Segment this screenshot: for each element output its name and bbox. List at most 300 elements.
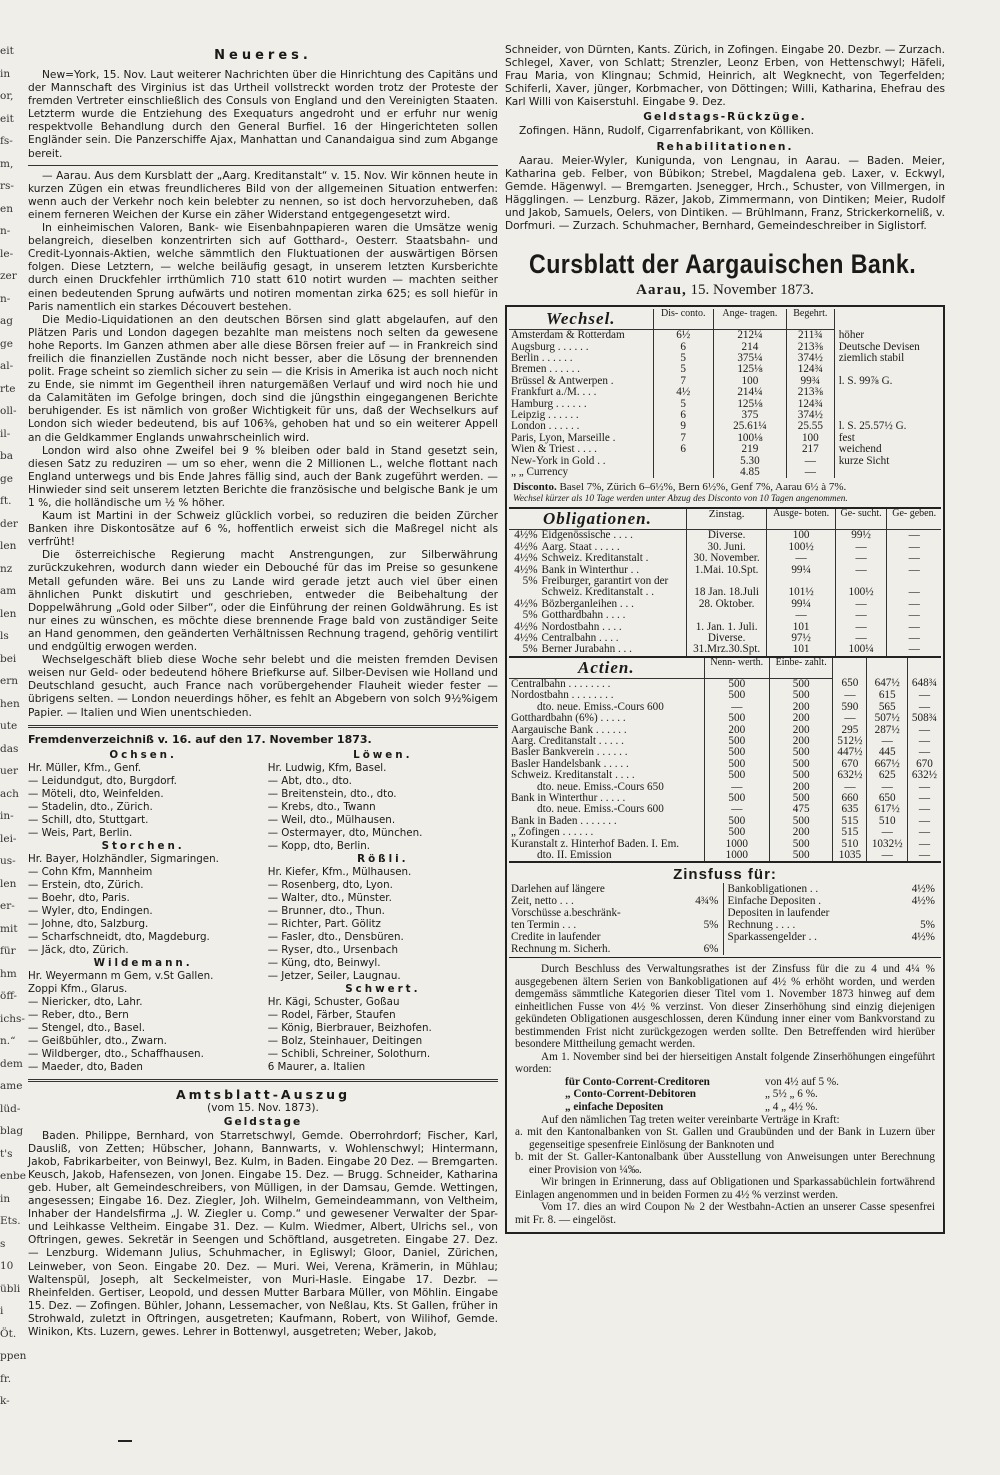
report-paragraph: London wird also ohne Zweifel bei 9 % bleiben oder bald in Stand gesetzt sein, diesen Satz zu reduziren — um so eher, wenn die 2 Millionen L., welche flottant nach England unterwegs und bis Ende Jahres fällig sind, auch der Bank zugeführt werden. — Hinwieder sind seit unserem letzten Berichte die französische und belgische Bank je um 1 %, die holländische um ½ % höher. <box>28 444 498 509</box>
wechsel-value: 6½ <box>653 330 713 342</box>
guest-list-column <box>28 749 258 1074</box>
wechsel-value: — <box>786 467 834 478</box>
wechsel-remark: Deutsche Devisen <box>834 342 941 353</box>
col-header: Dis- conto. <box>653 309 713 330</box>
agreement-list <box>515 1126 935 1176</box>
zinsfuss-row <box>728 919 940 931</box>
edge-fragment: ute <box>0 720 18 732</box>
rate-value: „ 4 „ 4½ %. <box>765 1101 818 1114</box>
edge-fragment: us- <box>0 855 16 867</box>
hotel-name: Wildemann. <box>93 956 193 969</box>
obligation-name: Schweiz. Kreditanstalt . . <box>541 586 655 599</box>
edge-fragment: übli <box>0 1282 21 1295</box>
wechsel-place: Paris, Lyon, Marseille . <box>511 431 616 444</box>
actie-value: 590 <box>833 702 867 713</box>
actie-value: 660 <box>833 793 867 804</box>
guest-entry: — Fasler, dto., Densbüren. <box>267 930 404 943</box>
edge-fragment: n- <box>0 292 11 305</box>
guest-entry: — Leidundgut, dto, Burgdorf. <box>28 774 177 787</box>
zinsfuss-left <box>511 883 723 955</box>
guest-entry: — Breitenstein, dto., dto. <box>267 787 397 800</box>
cursblatt-place: Aarau, <box>636 282 687 299</box>
zinsfuss-rate: 5% <box>920 919 935 932</box>
actie-value: 500 <box>769 678 832 690</box>
actie-value: 617½ <box>867 804 907 815</box>
actie-name: „ Zofingen . . . . . . <box>511 826 594 839</box>
actie-value: 670 <box>907 759 941 770</box>
fremdenverzeichnis <box>28 749 498 1074</box>
right-column <box>505 44 945 1234</box>
wechsel-place: New-York in Gold . . <box>511 454 606 467</box>
actie-value: — <box>907 804 941 815</box>
actie-value: — <box>704 804 769 815</box>
edge-fragment: ame <box>0 1080 23 1092</box>
obligation-value: 100½ <box>767 542 835 553</box>
edge-fragment: dem <box>0 1057 23 1070</box>
edge-fragment: ern <box>0 675 18 687</box>
edge-fragment: ls <box>0 630 9 642</box>
edge-fragment: das <box>0 742 19 755</box>
actie-name: Bank in Baden . . . . . . . <box>511 814 617 827</box>
zinsfuss-label: Rechnung . . . . <box>727 919 796 932</box>
obligation-value: — <box>767 610 835 621</box>
edge-fragment: blag <box>0 1125 24 1137</box>
actie-value: 500 <box>704 713 769 724</box>
actie-value: 647½ <box>867 678 907 690</box>
hotel-name: Ochsen. <box>109 748 177 761</box>
obligation-rate: 4½% <box>514 529 538 542</box>
obligation-name: Aarg. Staat . . . . . <box>541 540 620 553</box>
zinsfuss-rate: 6% <box>703 943 719 956</box>
col-header-empty <box>907 657 941 679</box>
actie-value: 670 <box>833 759 867 770</box>
col-header-empty <box>867 657 907 679</box>
actie-value: 500 <box>704 736 769 747</box>
actie-value: — <box>907 736 941 747</box>
edge-fragment: hen <box>0 697 20 710</box>
obligation-value: 97½ <box>767 633 835 644</box>
wechsel-value: 5 <box>653 364 713 375</box>
actie-value: 615 <box>867 690 907 701</box>
obligation-rate: 5% <box>522 643 538 656</box>
zinsfuss-label: Einfache Depositen . <box>727 895 822 908</box>
wechsel-value <box>653 456 713 467</box>
edge-fragment: in <box>0 67 11 80</box>
obligation-name: Nordostbahn . . . . <box>541 620 622 633</box>
actie-value: 510 <box>867 816 907 827</box>
guest-entry: — Kopp, dto, Berlin. <box>267 839 371 852</box>
guest-entry: — Stengel, dto., Basel. <box>28 1021 146 1034</box>
col-header: Einbe- zahlt. <box>769 657 832 679</box>
actie-name: Kuranstalt z. Hinterhof Baden. I. Em. <box>511 837 680 850</box>
actie-value: — <box>907 850 941 861</box>
actie-value: 287½ <box>867 725 907 736</box>
wechsel-value: 100 <box>713 376 786 387</box>
wechsel-value: 124¾ <box>786 364 834 375</box>
disconto-label: Disconto. <box>513 481 557 494</box>
guest-entry: — Wildberger, dto., Schaffhausen. <box>28 1047 204 1060</box>
zinsfuss-rate: 4½% <box>911 895 935 908</box>
obligation-value: 100 <box>767 530 835 542</box>
edge-fragment: uer <box>0 765 18 777</box>
actie-value: — <box>907 747 941 758</box>
actie-value: 200 <box>769 725 832 736</box>
wechsel-value: 374½ <box>786 410 834 421</box>
actie-name: Gotthardbahn (6%) . . . . . <box>511 712 626 725</box>
obligation-rate: 4½% <box>514 632 538 645</box>
zinsfuss-grid <box>511 883 939 955</box>
wechsel-place: Augsburg . . . . . . <box>511 340 589 353</box>
rate-line <box>565 1076 935 1089</box>
actie-value: — <box>704 702 769 713</box>
actie-row <box>509 827 941 838</box>
agreement-item: a. mit den Kantonalbanken von St. Gallen und Graubünden und der Bank in Luzern über gegenseitige spesenfreie Einlösung der Banknoten und <box>515 1126 935 1151</box>
obligation-value: 99¼ <box>767 599 835 610</box>
obligation-value: — <box>887 565 941 576</box>
guest-entry: — Jetzer, Seiler, Laugnau. <box>267 969 401 982</box>
actie-name: Aargauische Bank . . . . . . <box>511 723 627 736</box>
wechsel-table <box>509 309 941 478</box>
actie-name: Nordostbahn . . . . . . . . <box>511 689 614 702</box>
edge-fragment: bei <box>0 652 17 665</box>
obligation-value: 1.Mai. 10.Spt. <box>686 565 767 576</box>
edge-fragment: ag <box>0 315 13 327</box>
actie-row <box>509 713 941 724</box>
actie-value: 500 <box>704 827 769 838</box>
guest-entry: — Johne, dto, Salzburg. <box>28 917 149 930</box>
edge-fragment: enbe <box>0 1170 26 1182</box>
report-paragraph: Wechselgeschäft blieb diese Woche sehr belebt und die meisten fremden Devisen weisen nur Geld- oder bedeutend höhere Briefkurse auf. Silber-Devisen wie Holland und Deutschland gesucht, auch France nach vorübergehender Flauheit wieder fester — übrigens selten. — London neuerdings höher, es fehlt an Abgebern von solch 9½%igem Papier. — Italien und Wien unentschieden. <box>28 654 498 719</box>
hotel-name: Löwen. <box>353 748 413 761</box>
actie-value: 515 <box>833 816 867 827</box>
guest-entry: Hr. Müller, Kfm., Genf. <box>28 761 142 774</box>
wechsel-place: Wien & Triest . . . . <box>511 443 597 456</box>
divider <box>28 725 498 728</box>
obligation-value: — <box>887 622 941 633</box>
zinsfuss-section <box>509 861 941 957</box>
edge-fragment: i Öt. <box>0 1305 17 1340</box>
report-paragraph: In einheimischen Valoren, Bank- wie Eisenbahnpapieren waren die Umsätze wenig belangreich, dieselben konzentrirten sich auf Gotthard-, Oesterr. Staatsbahn- und Credit-Lyonnais-Aktien, welche sämmtlich den Fluktuationen der auswärtigen Börsen folgen. Diese Letztern, — welche beiläufig gesagt, in unserem letzten Kursberichte durch einen Druckfehler irrthümlich 710 statt 610 notirt wurden — machten seither einen bedeutenden Sprung aufwärts und notiren momentan zirka 625; es soll hiefür in Paris namentlich ein starkes Découvert bestehen. <box>28 222 498 313</box>
obligation-value: 31.Mrz.30.Spt. <box>686 644 767 655</box>
edge-fragment: len <box>0 607 17 620</box>
actie-value: — <box>907 816 941 827</box>
wechsel-value: 5.30 <box>713 456 786 467</box>
amtsblatt-title: Amtsblatt-Auszug <box>175 1086 351 1102</box>
guest-entry: — Weil, dto., Mülhausen. <box>267 813 396 826</box>
zinsfuss-row <box>511 943 723 955</box>
actie-name: dto. neue. Emiss.-Cours 650 <box>537 780 664 793</box>
wechsel-value: 374½ <box>786 353 834 364</box>
actie-row <box>509 690 941 701</box>
zinsfuss-label: Credite in laufender <box>511 931 601 944</box>
actie-row <box>509 850 941 861</box>
actie-value: 295 <box>833 725 867 736</box>
wechsel-value: 99¾ <box>786 376 834 387</box>
edge-fragment: lei- <box>0 832 17 845</box>
actie-value: — <box>833 690 867 701</box>
actie-value: — <box>907 839 941 850</box>
divider <box>28 165 498 166</box>
wechsel-value: 100⅛ <box>713 433 786 444</box>
edge-fragment: öff- <box>0 990 17 1002</box>
guest-entry: — Geißbühler, dto., Zwarn. <box>28 1034 167 1047</box>
edge-fragment: ach <box>0 787 19 800</box>
actie-value: 508¾ <box>907 713 941 724</box>
wechsel-row <box>509 330 941 342</box>
wechsel-value: 125⅛ <box>713 399 786 410</box>
actie-value: 475 <box>769 804 832 815</box>
actie-value: 512½ <box>833 736 867 747</box>
guest-entry: — Abt, dto., dto. <box>267 774 352 787</box>
edge-fragment: n- <box>0 225 11 237</box>
hotel-name: Schwert. <box>345 982 421 995</box>
obligation-name: Freiburger, garantirt von der <box>541 575 669 588</box>
guest-entry: — Krebs, dto., Twann <box>267 800 376 813</box>
edge-fragment: für <box>0 945 16 957</box>
obligation-name: Gotthardbahn . . . . <box>541 609 626 622</box>
col-header: Begehrt. <box>786 309 834 330</box>
guest-entry: — Cohn Kfm, Mannheim <box>28 865 153 878</box>
actie-value: 200 <box>769 702 832 713</box>
wechsel-value: 6 <box>653 410 713 421</box>
wechsel-value: 7 <box>653 376 713 387</box>
edge-fragment: ppen <box>0 1350 27 1362</box>
zinsfuss-row <box>728 931 940 943</box>
actie-value: 500 <box>704 759 769 770</box>
actie-name: dto. II. Emission <box>537 848 612 861</box>
wechsel-remark: l. S. 25.57½ G. <box>834 421 941 432</box>
actie-value: 500 <box>769 816 832 827</box>
zinsfuss-label: Depositen in laufender <box>727 907 830 920</box>
edge-fragment: or, <box>0 90 14 102</box>
wechsel-remark: kurze Sicht <box>834 456 941 467</box>
wechsel-remark: fest <box>834 433 941 444</box>
guest-entry: — Bolz, Steinhauer, Deitingen <box>267 1034 423 1047</box>
wechsel-value: 7 <box>653 433 713 444</box>
obligation-value: — <box>835 565 887 576</box>
guest-entry: — Rodel, Färber, Staufen <box>267 1008 396 1021</box>
wechsel-value: 219 <box>713 444 786 455</box>
actie-name: Bank in Winterthur . . . . . <box>511 791 626 804</box>
zinsfuss-row <box>511 931 723 943</box>
wechsel-value: 213⅜ <box>786 387 834 398</box>
rehabilitationen-text: Aarau. Meier-Wyler, Kunigunda, von Lengnau, in Aarau. — Baden. Meier, Katharina geb. Felber, von Bübikon; Strebel, Magdalena geb. Laxer, v. Eckwyl, Gemde. Hägenwyl. — Bremgarten. Jsenegger, Hrch., Schuster, von Villmergen, in Hägglingen. — Lenzburg. Räzer, Jakob, Zimmermann, von Dintiken; Meier, Rudolf und Jakob, Samuels, Oelers, von Dintiken. — Brühlmann, Franz, Strickerkorneliß, v. Dorfmuri. — Zurzach. Schuhmacher, Bernhard, Gemeindeschreiber in Siglistorf. <box>505 154 945 233</box>
edge-fragment: oll- <box>0 405 17 417</box>
guest-entry: — Ostermayer, dto, München. <box>267 826 423 839</box>
edge-fragment: mit <box>0 922 18 935</box>
col-header: Zinstag. <box>686 508 767 530</box>
notice-paragraph: Durch Beschluss des Verwaltungsrathes ist der Zinsfuss für die zu 4 und 4¼ % ausgegebenen ältern Serien von Bankobligationen auf 4½ % erhöht worden, und werden demgemäss sämmtliche Kategorien dieser Titel vom 1. November 1873 hinweg auf dem einheitlichen Fusse von 4½ % verzinst. Von dieser Zinserhöhung sind einzig diejenigen gekündeten Obligationen ausgeschlossen, deren Kündung inner einer vom Bankvorstand zu bestimmenden Frist nicht zurückgezogen werden sollte. Den Betreffenden wird hierüber besondere Mittheilung gemacht werden. <box>515 963 935 1051</box>
actie-value: 648¾ <box>907 678 941 690</box>
rate-label: für Conto-Corrent-Creditoren <box>565 1075 710 1088</box>
actie-value: 565 <box>867 702 907 713</box>
actie-value: 500 <box>704 770 769 781</box>
edge-fragment: ge <box>0 337 13 350</box>
obligation-value: — <box>887 644 941 655</box>
guest-list-column <box>268 749 498 1074</box>
edge-fragment: hm <box>0 967 17 980</box>
zinsfuss-label: Darlehen auf längere <box>511 883 605 896</box>
aarau-market-report <box>28 170 498 720</box>
obligation-value: 99½ <box>835 530 887 542</box>
wechsel-value: 375¼ <box>713 353 786 364</box>
obligation-value: 18 Jan. 18.Juli <box>686 587 767 598</box>
zinsfuss-rate <box>681 883 723 895</box>
wechsel-remark <box>834 467 941 478</box>
actie-value: — <box>704 782 769 793</box>
guest-entry: — Stadelin, dto., Zürich. <box>28 800 153 813</box>
edge-fragment: len <box>0 540 17 552</box>
zinsfuss-row <box>511 883 723 895</box>
obligation-value: — <box>835 553 887 564</box>
guest-entry: — Rosenberg, dto, Lyon. <box>267 878 393 891</box>
col-header-empty <box>833 657 867 679</box>
actie-value: 515 <box>833 827 867 838</box>
actie-value: 500 <box>704 747 769 758</box>
guest-entry: — Schibli, Schreiner, Solothurn. <box>267 1047 431 1060</box>
actie-value: 200 <box>769 827 832 838</box>
zinsfuss-title: Zinsfuss für: <box>673 866 777 884</box>
col-header: Ange- tragen. <box>713 309 786 330</box>
obligation-value: — <box>887 610 941 621</box>
obligation-value: — <box>887 530 941 542</box>
actie-value: 632½ <box>907 770 941 781</box>
wechsel-remark <box>834 399 941 410</box>
zinsfuss-label: Rechnung m. Sicherh. <box>511 943 611 956</box>
edge-fragment: ichs- <box>0 1012 25 1025</box>
hotel-name: Rößli. <box>357 852 409 865</box>
actie-value: — <box>867 850 907 861</box>
wechsel-row <box>509 444 941 455</box>
zinsfuss-row <box>728 895 940 907</box>
col-header-empty <box>834 309 941 330</box>
obligation-value: — <box>887 553 941 564</box>
wechsel-remark: weichend <box>834 444 941 455</box>
guest-entry: Zoppi Kfm., Glarus. <box>28 982 128 995</box>
previous-page-edge <box>0 40 27 1407</box>
actie-value: 200 <box>769 782 832 793</box>
wechsel-value: 212¼ <box>713 330 786 342</box>
edge-fragment: der <box>0 517 18 530</box>
actie-value: 500 <box>769 839 832 850</box>
col-header: Nenn- werth. <box>704 657 769 679</box>
guest-entry: Hr. Weyermann m Gem, v.St Gallen. <box>28 969 214 982</box>
obligation-value: — <box>767 553 835 564</box>
guest-entry: — Maeder, dto, Baden <box>28 1060 143 1073</box>
amtsblatt-date: (vom 15. Nov. 1873). <box>207 1101 319 1114</box>
actie-value: 500 <box>704 793 769 804</box>
edge-fragment: in- <box>0 810 14 822</box>
zinsfuss-label: Vorschüsse a.beschränk- <box>511 907 621 920</box>
rate-label: „ einfache Depositen <box>565 1101 664 1114</box>
actie-value: — <box>907 793 941 804</box>
obligation-value: — <box>887 599 941 610</box>
guest-entry: — Küng, dto, Beinwyl. <box>267 956 381 969</box>
disconto-line <box>509 478 941 493</box>
actie-value: 447½ <box>833 747 867 758</box>
fremdenverzeichnis-title: Fremdenverzeichniß v. 16. auf den 17. November 1873. <box>28 732 372 746</box>
guest-entry: — Brunner, dto., Thun. <box>267 904 385 917</box>
wechsel-remark <box>834 387 941 398</box>
edge-fragment: len <box>0 877 17 890</box>
actie-value: 667½ <box>867 759 907 770</box>
obligation-value: 1. Jan. 1. Juli. <box>686 622 767 633</box>
zinsfuss-rate: 4¾% <box>695 895 719 908</box>
actie-value: 500 <box>769 747 832 758</box>
edge-fragment: ge <box>0 472 13 485</box>
obligation-name: Berner Jurabahn . . . <box>541 643 632 656</box>
actie-value: 507½ <box>867 713 907 724</box>
edge-fragment: zer <box>0 270 17 282</box>
actie-value: — <box>907 690 941 701</box>
obligation-value: Diverse. <box>686 633 767 644</box>
guest-entry: — Boehr, dto, Paris. <box>28 891 130 904</box>
wechsel-value: 211¾ <box>786 330 834 342</box>
wechsel-value: 124¾ <box>786 399 834 410</box>
zinsfuss-label: Zeit, netto . . . <box>511 895 574 908</box>
edge-fragment: fs- <box>0 135 13 147</box>
report-paragraph: — Aarau. Aus dem Kursblatt der „Aarg. Kreditanstalt“ v. 15. Nov. Wir können heute in kurzen Zügen ein etwas freundlicheres Bild von der allgemeinen Situation entwerfen: wenn auch der Verkehr noch kein belebter zu nennen, so ist doch hervorzuheben, daß einem ferneren Weichen der Kurse ein zäher Widerstand entgegengesetzt wird. <box>28 169 498 221</box>
guest-entry: — Weis, Part, Berlin. <box>28 826 133 839</box>
obligationen-table <box>509 507 941 655</box>
geldstage-heading: Geldstage <box>223 1115 303 1128</box>
actie-value: 500 <box>769 850 832 861</box>
neues-article: New=York, 15. Nov. Laut weiterer Nachrichten über die Hinrichtung des Capitäns und der Mannschaft des Virginius ist das Urtheil vollstreckt worden trotz der Proteste der fremden Vertreter einschließlich des Consuls von England und den Vereinigten Staaten. Letzterm wurde die Entziehung des Exequaturs angedroht und er erfuhr nur wenig respektvolle Behandlung durch den General Burfiel. 16 der Hingerichteten sollen Engländer sein. Die Panzerschiffe Ajax, Manhattan und Canandaigua sind zum Abgange bereit. <box>28 69 498 160</box>
obligation-value: — <box>887 633 941 644</box>
edge-fragment: nz <box>0 562 13 575</box>
rate-label: „ Conto-Corrent-Debitoren <box>565 1088 697 1101</box>
actie-value: 1000 <box>704 850 769 861</box>
wechsel-value: 5 <box>653 399 713 410</box>
obligation-value: 101 <box>767 622 835 633</box>
edge-fragment: ft. <box>0 495 12 507</box>
agreement-item: b. mit der St. Galler-Kantonalbank über Ausstellung von Anweisungen unter Berechnung einer Provision von ¼‰. <box>515 1151 935 1176</box>
actie-value: 200 <box>769 713 832 724</box>
actie-value: — <box>907 725 941 736</box>
zinsfuss-rate: 5% <box>703 919 719 932</box>
wechsel-place: London . . . . . . <box>511 420 580 433</box>
cursblatt-date <box>505 282 945 299</box>
bank-notice <box>509 957 941 1230</box>
zinsfuss-row <box>728 883 940 895</box>
obligation-value: 30. November. <box>686 553 767 564</box>
obligation-row <box>509 610 941 621</box>
col-header: Ge- geben. <box>887 508 941 530</box>
guest-entry: — Reber, dto., Bern <box>28 1008 129 1021</box>
notice-paragraph: Auf den nämlichen Tag treten weiter vereinbarte Verträge in Kraft: <box>541 1113 840 1126</box>
wechsel-value <box>653 467 713 478</box>
obligation-name: Bözberganleihen . . . <box>541 597 634 610</box>
actie-row <box>509 747 941 758</box>
zinsfuss-rate <box>681 907 723 919</box>
notice-paragraph: Vom 17. dies an wird Coupon № 2 der Westbahn-Actien an unserer Casse spesenfrei mit Fr. 8. — eingelöst. <box>515 1201 935 1226</box>
zinsfuss-label: Bankobligationen . . <box>727 883 819 896</box>
guest-entry: — Ryser, dto., Ursenbach <box>267 943 398 956</box>
actie-name: Aarg. Creditanstalt . . . . . <box>511 734 624 747</box>
obligation-value: — <box>835 542 887 553</box>
zinsfuss-rate: 4½% <box>911 931 935 944</box>
rehabilitationen-heading: Rehabilitationen. <box>656 140 794 153</box>
obligation-rate: 5% <box>522 609 538 622</box>
obligation-name: Centralbahn . . . . <box>541 632 619 645</box>
actie-value: — <box>867 782 907 793</box>
edge-fragment: am <box>0 585 17 597</box>
edge-fragment: s 10 <box>0 1237 14 1272</box>
wechsel-value: 4.85 <box>713 467 786 478</box>
edge-fragment: eit <box>0 112 14 125</box>
wechsel-row <box>509 467 941 478</box>
geldstage-text: Baden. Philippe, Bernhard, von Starretschwyl, Gemde. Oberrohrdorf; Fischer, Karl, Dausliß, von Zetten; Hübscher, Johann, Bannwarts, v. Wohlenschwyl; Hintermann, Jakob, Fabrikarbeiter, von Beinwyl, Bez. Kulm, in Baden. Eingabe 20 Dez. — Bremgarten. Keusch, Jakob, Hafensezen, von Jonen. Eingabe 15. Dez. — Brugg. Schneider, Katharina geb. Huber, alt Gemeindeschreibers, von Mülligen, in der Damsau, Gemde. Wettingen, angesessen; Eingabe 16. Dez. Ziegler, Joh. Wilhelm, Gemeindeammann, von Veltheim, Inhaber der Handelsfirma „J. W. Ziegler u. Comp.“ und gewesener Verwalter der Spar- und Leihkasse Veltheim. Eingabe 31. Dez. — Kulm. Wiedmer, Albert, Ulrichs sel., von Oftringen, gewes. Sekretär in Seengen und Schöftland, ausgetreten. Eingabe 27. Dez. — Lenzburg. Widemann Julius, Schuhmacher, in Egliswyl; Gloor, Daniel, Zürichen, Leinweber, von Seon. Eingabe 20. Dez. — Muri. Wei, Verena, Krämerin, in Mühlau; Waltenspül, Joseph, alt Seckelmeister, von Muri-Hasle. Eingabe 17. Dezbr. — Rheinfelden. Gertiser, Leopold, und dessen Mutter Barbara Müller, von Möhlin. Eingabe 15. Dez. — Zofingen. Bühler, Johann, Lessemacher, von Neßlau, Kts. St Gallen, früher in Strohwald, zuletzt in Oftringen, ausgetreten; Kaufmann, Robert, von Wilihof, Gemde. Winikon, Kts. Luzern, gewes. Lehrer in Bottenwyl, ausgetreten; Weber, Jakob, <box>28 1129 498 1338</box>
